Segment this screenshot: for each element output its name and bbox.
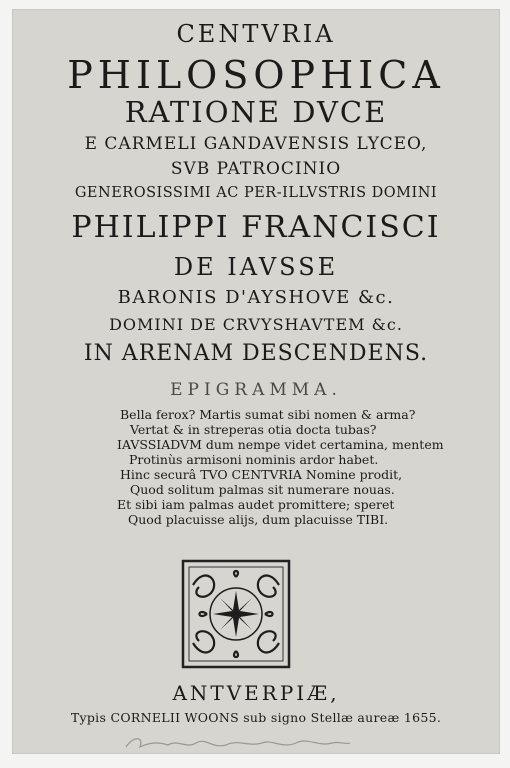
title-line-philippi: PHILIPPI FRANCISCI bbox=[71, 210, 441, 245]
title-line-descendens: IN ARENAM DESCENDENS. bbox=[83, 341, 429, 366]
title-line-patrocinio: SVB PATROCINIO bbox=[170, 159, 342, 179]
title-line-baronis: BARONIS D'AYSHOVE &c. bbox=[117, 287, 395, 308]
poem-line: Protinùs armisoni nominis ardor habet. bbox=[129, 452, 379, 467]
poem-line: Bella ferox? Martis sumat sibi nomen & arma? bbox=[120, 407, 416, 422]
imprint-city: ANTVERPIÆ, bbox=[172, 681, 340, 705]
title-line-philosophica: PHILOSOPHICA bbox=[67, 53, 445, 97]
title-line-domini: DOMINI DE CRVYSHAVTEM &c. bbox=[109, 315, 403, 334]
title-line-generosissimi: GENEROSISSIMI AC PER-ILLVSTRIS DOMINI bbox=[74, 185, 438, 201]
epigram-heading: EPIGRAMMA. bbox=[170, 380, 342, 400]
imprint-printer: Typis CORNELII WOONS sub signo Stellæ aureæ 1655. bbox=[70, 710, 442, 725]
poem-line: Hinc securâ TVO CENTVRIA Nomine prodit, bbox=[120, 467, 403, 482]
broadsheet-page bbox=[12, 9, 500, 754]
title-line-ratione-duce: RATIONE DVCE bbox=[124, 95, 388, 129]
poem-line: Quod solitum palmas sit numerare nouas. bbox=[130, 482, 395, 497]
title-line-carmeli: E CARMELI GANDAVENSIS LYCEO, bbox=[84, 134, 428, 154]
poem-line: IAVSSIADVM dum nempe videt certamina, mentem bbox=[117, 437, 444, 452]
poem-line: Et sibi iam palmas audet promittere; speret bbox=[117, 497, 395, 512]
printer-ornament-star-icon bbox=[177, 555, 295, 673]
poem-line: Vertat & in streperas otia docta tubas? bbox=[130, 422, 377, 437]
title-line-iausse: DE IAVSSE bbox=[173, 253, 339, 281]
handwritten-signature bbox=[122, 733, 352, 753]
poem-line: Quod placuisse alijs, dum placuisse TIBI. bbox=[128, 512, 389, 527]
title-line-centuria: CENTVRIA bbox=[176, 20, 336, 48]
